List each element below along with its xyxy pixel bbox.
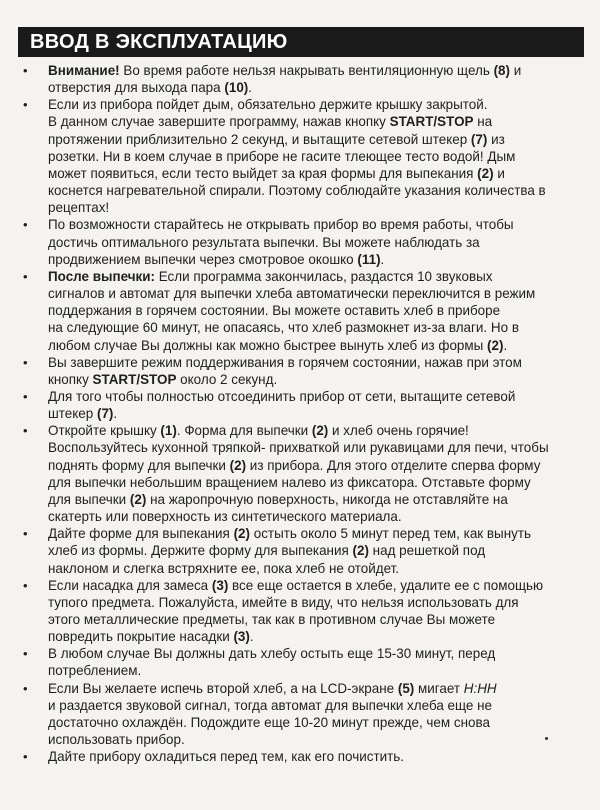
list-item: [20, 216, 586, 267]
text-run: использовать прибор.: [48, 732, 185, 748]
text-run: любом случае Вы должны как можно быстрее вынуть хлеб из формы: [48, 337, 488, 353]
text-run: поддержания в горячем состоянии. Вы можете оставить хлеб в приборе: [48, 303, 501, 319]
text-line: [48, 645, 586, 662]
text-run: Откройте крышку: [48, 423, 161, 439]
bold-text: Внимание!: [48, 63, 120, 78]
bold-text: (2): [477, 165, 494, 181]
bold-text: (2): [311, 423, 329, 439]
bullet-marker: •: [23, 97, 28, 113]
text-run: Дайте форме для выпекания: [48, 526, 234, 542]
bold-text: (10): [224, 80, 249, 96]
text-line: [48, 577, 586, 594]
text-run: достичь оптимального результата выпечки. Вы можете наблюдать за: [48, 234, 480, 250]
bullet-marker: •: [23, 217, 28, 233]
text-line: [48, 457, 586, 474]
list-item: [20, 748, 586, 765]
text-run: хлеб из формы. Держите форму для выпекания: [48, 543, 353, 559]
text-run: и раздается звуковой сигнал, тогда автомат для выпечки хлеба еще не: [48, 697, 493, 713]
text-run: протяжении приблизительно 2 секунд, и вытащите сетевой штекер: [48, 131, 471, 147]
text-line: [48, 148, 586, 165]
bullet-marker: •: [23, 577, 28, 593]
text-run: скатерть или поверхность из синтетического материала.: [48, 509, 402, 525]
text-line: [48, 302, 586, 319]
text-run: для выпечки небольшим вращением налево из фиксатора. Отставьте форму: [48, 474, 531, 490]
text-run: сигналов и автомат для выпечки хлеба автоматически переключится в режим: [48, 286, 536, 302]
bold-text: (2): [229, 457, 247, 473]
text-run: мигает: [414, 680, 464, 696]
list-item: [20, 525, 586, 576]
bold-text: (11): [357, 251, 381, 267]
text-run: Если насадка для замеса: [48, 577, 212, 593]
bold-text: После выпечки:: [48, 268, 155, 284]
text-run: около 2 секунд.: [176, 371, 278, 387]
text-run: и хлеб очень горячие!: [328, 423, 469, 439]
list-item: [20, 680, 586, 749]
text-run: Для того чтобы полностью отсоединить прибор от сети, вытащите сетевой: [48, 388, 516, 404]
italic-text: H:HH: [463, 680, 497, 696]
bold-text: (8): [493, 63, 510, 78]
text-line: [48, 525, 586, 542]
bullet-marker: •: [23, 526, 28, 542]
section-header-bar: [18, 27, 584, 57]
text-run: Если программа закончилась, раздастся 10 звуковых: [154, 268, 493, 284]
text-run: потреблением.: [48, 663, 142, 679]
bold-text: START/STOP: [92, 371, 177, 387]
text-run: кнопку: [48, 371, 93, 387]
text-run: Если из прибора пойдет дым, обязательно держите крышку закрытой.: [48, 97, 488, 113]
list-item: [20, 268, 586, 354]
text-run: Воспользуйтесь кухонной тряпкой- прихваткой или рукавицами для печи, чтобы: [48, 440, 549, 456]
bold-text: (2): [129, 491, 147, 507]
text-run: на: [473, 114, 493, 130]
text-line: [48, 491, 586, 508]
text-run: и: [510, 63, 522, 78]
text-run: поднять форму для выпечки: [48, 457, 230, 473]
bold-text: (7): [96, 406, 114, 422]
text-run: Дайте прибору охладиться перед тем, как его почистить.: [48, 749, 405, 765]
text-run: остыть около 5 минут перед тем, как вынуть: [250, 526, 531, 542]
text-run: для выпечки: [48, 491, 130, 507]
bullet-marker: •: [23, 423, 28, 439]
text-line: [48, 697, 586, 714]
text-run: В любом случае Вы должны дать хлебу остыть еще 15-30 минут, перед: [48, 646, 496, 662]
text-line: [48, 388, 586, 405]
list-item: [20, 645, 586, 679]
bullet-marker: •: [23, 680, 28, 696]
text-run: повредить покрытие насадки: [48, 629, 234, 645]
text-line: [48, 611, 586, 628]
text-run: Во время работе нельзя накрывать вентиляционную щель: [119, 63, 494, 78]
text-line: [48, 439, 586, 456]
text-run: .: [249, 629, 254, 645]
text-run: штекер: [48, 406, 97, 422]
text-run: из прибора. Для этого отделите сперва форму: [246, 457, 541, 473]
bold-text: (1): [160, 423, 177, 439]
list-item: [20, 96, 586, 216]
text-line: [48, 474, 586, 491]
text-line: [48, 79, 586, 96]
text-line: [48, 285, 586, 302]
bold-text: (3): [233, 629, 250, 645]
text-line: [48, 182, 586, 199]
text-line: [48, 731, 586, 748]
bold-text: (5): [397, 680, 415, 696]
text-run: По возможности старайтесь не открывать прибор во время работы, чтобы: [48, 217, 514, 233]
text-run: все еще остается в хлебе, удалите ее с помощью: [228, 577, 544, 593]
text-run: тупого предмета. Пожалуйста, имейте в виду, что нельзя использовать для: [48, 594, 519, 610]
bullet-marker: •: [23, 354, 28, 370]
bold-text: (7): [470, 131, 488, 147]
print-speck: [545, 737, 548, 740]
section-title: ВВОД В ЭКСПЛУАТАЦИЮ: [30, 31, 288, 53]
text-run: наклоном и слегка встряхните ее, пока хлеб не отойдет.: [48, 560, 400, 576]
bold-text: (3): [211, 577, 229, 593]
text-run: достаточно охлаждён. Подождите еще 10-20 минут прежде, чем снова: [48, 714, 490, 730]
text-run: Если Вы желаете испечь второй хлеб, а на LCD-экране: [48, 680, 398, 696]
text-line: [48, 508, 586, 525]
text-line: [48, 113, 586, 130]
text-line: [48, 405, 586, 422]
list-item: [20, 388, 586, 422]
text-run: коснется нагревательной спирали. Поэтому соблюдайте указания количества в: [48, 183, 546, 199]
text-line: [48, 199, 586, 216]
bullet-marker: •: [23, 646, 28, 662]
bold-text: START/STOP: [389, 114, 474, 130]
text-run: продвижением выпечки через смотровое окошко: [48, 251, 358, 267]
text-line: [48, 62, 586, 79]
list-item: [20, 62, 586, 96]
text-line: [48, 560, 586, 577]
bold-text: (2): [233, 526, 250, 542]
text-line: [48, 680, 586, 697]
text-line: [48, 131, 586, 148]
bullet-marker: •: [23, 749, 28, 765]
text-run: .: [503, 337, 508, 353]
text-run: этого металлические предметы, так как в противном случае Вы можете: [48, 612, 496, 627]
text-run: розетки. Ни в коем случае в приборе не гасите тлеющее тесто водой! Дым: [48, 148, 516, 164]
text-line: [48, 714, 586, 731]
instruction-list: [20, 62, 586, 765]
text-line: [48, 628, 586, 645]
text-line: [48, 337, 586, 354]
bullet-marker: •: [23, 268, 28, 284]
text-run: .: [113, 406, 118, 422]
text-run: В данном случае завершите программу, нажав кнопку: [48, 114, 390, 130]
text-run: на следующие 60 минут, не опасаясь, что хлеб размокнет из-за влаги. Но в: [48, 320, 519, 336]
text-line: [48, 371, 586, 388]
text-run: .: [380, 251, 385, 267]
text-run: . Форма для выпечки: [176, 423, 312, 439]
text-line: [48, 96, 586, 113]
text-run: из: [487, 131, 505, 147]
text-line: [48, 354, 586, 371]
list-item: [20, 577, 586, 646]
text-line: [48, 422, 586, 439]
bold-text: (2): [352, 543, 369, 559]
bold-text: (2): [487, 337, 504, 353]
text-line: [48, 594, 586, 611]
list-item: [20, 354, 586, 388]
text-line: [48, 268, 586, 285]
text-line: [48, 251, 586, 268]
text-run: .: [248, 80, 253, 96]
text-run: над решеткой под: [368, 543, 486, 559]
text-run: может появиться, если тесто выйдет за края формы для выпекания: [48, 165, 478, 181]
text-line: [48, 748, 586, 765]
text-run: рецептах!: [48, 200, 110, 216]
list-item: [20, 422, 586, 525]
bullet-marker: •: [23, 63, 28, 78]
text-line: [48, 542, 586, 559]
text-run: отверстия для выхода пара: [48, 80, 225, 96]
text-line: [48, 216, 586, 233]
text-run: на жаропрочную поверхность, никогда не отставляйте на: [146, 491, 508, 507]
text-line: [48, 234, 586, 251]
text-line: [48, 662, 586, 679]
text-run: и: [493, 165, 505, 181]
bullet-marker: •: [23, 388, 28, 404]
text-line: [48, 165, 586, 182]
text-run: Вы завершите режим поддерживания в горячем состоянии, нажав при этом: [48, 354, 522, 370]
text-line: [48, 319, 586, 336]
